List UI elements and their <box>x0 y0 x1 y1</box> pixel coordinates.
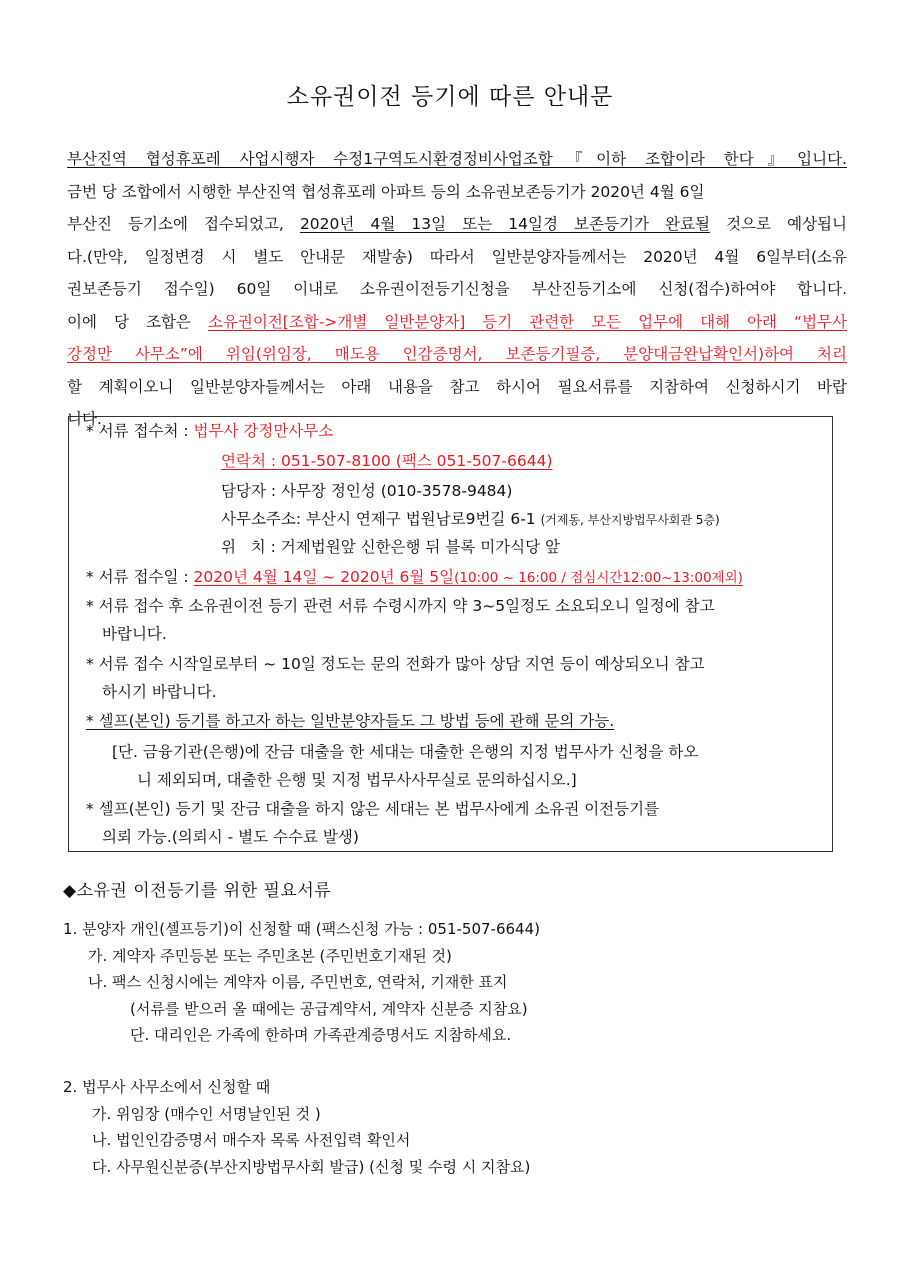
docs-item-2: 2. 법무사 사무소에서 신청할 때 <box>63 1078 271 1096</box>
intro-line-6a: 이에 당 조합은 <box>67 312 208 331</box>
note-3-text: 셀프(본인) 등기를 하고자 하는 일반분양자들도 그 방법 등에 관해 문의 가능. <box>93 712 615 730</box>
docs-item-2c: 다. 사무원신분증(부산지방법무사회 발급) (신청 및 수령 시 지참요) <box>92 1158 531 1176</box>
note-2a: * 서류 접수 시작일로부터 ~ 10일 정도는 문의 전화가 많아 상담 지연 등이 예상되오니 참고 <box>86 655 705 673</box>
docs-item-1d: 단. 대리인은 가족에 한하며 가족관계증명서도 지참하세요. <box>130 1026 512 1044</box>
intro-line-9: 니다. <box>67 410 102 428</box>
date-value: 2020년 4월 14일 ~ 2020년 6월 5일 <box>193 568 455 586</box>
docs-item-1c: (서류를 받으러 올 때에는 공급계약서, 계약자 신분증 지참요) <box>130 1000 528 1018</box>
docs-item-1a: 가. 계약자 주민등본 또는 주민초본 (주민번호기재된 것) <box>88 947 452 965</box>
intro-line-5: 권보존등기 접수일) 60일 이내로 소유권이전등기신청을 부산진등기소에 신청(접수)하여야 합니다. <box>67 280 847 298</box>
date-row <box>86 566 743 589</box>
documents-heading: ◆소유권 이전등기를 위한 필요서류 <box>63 881 332 901</box>
docs-item-1b: 나. 팩스 신청시에는 계약자 이름, 주민번호, 연락처, 기재한 표지 <box>88 973 508 991</box>
note-2b: 하시기 바랍니다. <box>102 683 217 701</box>
intro-line-4: 다.(만약, 일정변경 시 별도 안내문 재발송) 따라서 일반분양자들께서는 2020년 4월 6일부터(소유 <box>67 247 847 266</box>
location-line: 위 치 : 거제법원앞 신한은행 뒤 블록 미가식당 앞 <box>221 538 560 556</box>
address-line <box>221 508 720 531</box>
intro-line-2: 금번 당 조합에서 시행한 부산진역 협성휴포레 아파트 등의 소유권보존등기가 2020년 4월 6일 <box>67 182 705 201</box>
intro-delegation-highlight: 소유권이전[조합->개별 일반분양자] 등기 관련한 모든 업무에 대해 아래 “법무사 <box>207 312 847 331</box>
note-1a: * 서류 접수 후 소유권이전 등기 관련 서류 수령시까지 약 3~5일정도 소요되오니 일정에 참고 <box>86 597 715 615</box>
intro-paragraph <box>67 143 847 436</box>
info-box <box>68 416 833 852</box>
manager-line: 담당자 : 사무장 정인성 (010-3578-9484) <box>221 482 513 500</box>
page-title: 소유권이전 등기에 따른 안내문 <box>286 84 614 110</box>
note-4b: 의뢰 가능.(의뢰시 - 별도 수수료 발생) <box>102 828 359 846</box>
date-label: * 서류 접수일 : <box>86 568 194 586</box>
intro-line-3c: 것으로 예상됩니 <box>709 215 847 233</box>
address-label: 사무소주소: 부산시 연제구 법원남로9번길 6-1 <box>221 510 541 528</box>
intro-line-3 <box>67 208 847 241</box>
intro-line-1: 부산진역 협성휴포레 사업시행자 수정1구역도시환경정비사업조합『이하 조합이라 한다』입니다. <box>67 150 847 168</box>
intro-line-7: 강정만 사무소”에 위임(위임장, 매도용 인감증명서, 보존등기필증, 분양대금완납확인서)하여 처리 <box>67 345 847 363</box>
date-range <box>194 568 743 586</box>
address-note: (거제동, 부산지방법무사회관 5층) <box>540 513 720 527</box>
contact-line: 연락처 : 051-507-8100 (팩스 051-507-6644) <box>221 452 553 470</box>
date-hours: (10:00 ~ 16:00 / 점심시간12:00~13:00제외) <box>454 570 743 586</box>
note-3-sub-1: [단. 금융기관(은행)에 잔금 대출을 한 세대는 대출한 은행의 지정 법무사가 신청을 하오 <box>112 743 699 761</box>
intro-line-6 <box>67 306 847 339</box>
office-label: * 서류 접수처 : <box>86 422 194 440</box>
office-name: 법무사 강정만사무소 <box>193 422 334 440</box>
note-3-sub-2: 니 제외되며, 대출한 은행 및 지정 법무사사무실로 문의하십시오.] <box>137 771 577 789</box>
intro-completion-date: 2020년 4월 13일 또는 14일경 보존등기가 완료될 <box>299 215 710 233</box>
note-4a: * 셀프(본인) 등기 및 잔금 대출을 하지 않은 세대는 본 법무사에게 소유권 이전등기를 <box>86 800 660 818</box>
docs-item-1: 1. 분양자 개인(셀프등기)이 신청할 때 (팩스신청 가능 : 051-507-6644) <box>63 920 540 938</box>
docs-item-2a: 가. 위임장 (매수인 서명날인된 것 ) <box>92 1105 321 1123</box>
office-row <box>86 420 333 442</box>
intro-line-3a: 부산진 등기소에 접수되었고, <box>67 215 300 233</box>
note-1b: 바랍니다. <box>102 625 167 643</box>
note-3 <box>86 710 614 732</box>
intro-line-8: 할 계획이오니 일반분양자들께서는 아래 내용을 참고 하시어 필요서류를 지참하여 신청하시기 바랍 <box>67 377 847 396</box>
note-3-star: * <box>86 712 94 730</box>
docs-item-2b: 나. 법인인감증명서 매수자 목록 사전입력 확인서 <box>92 1131 411 1149</box>
